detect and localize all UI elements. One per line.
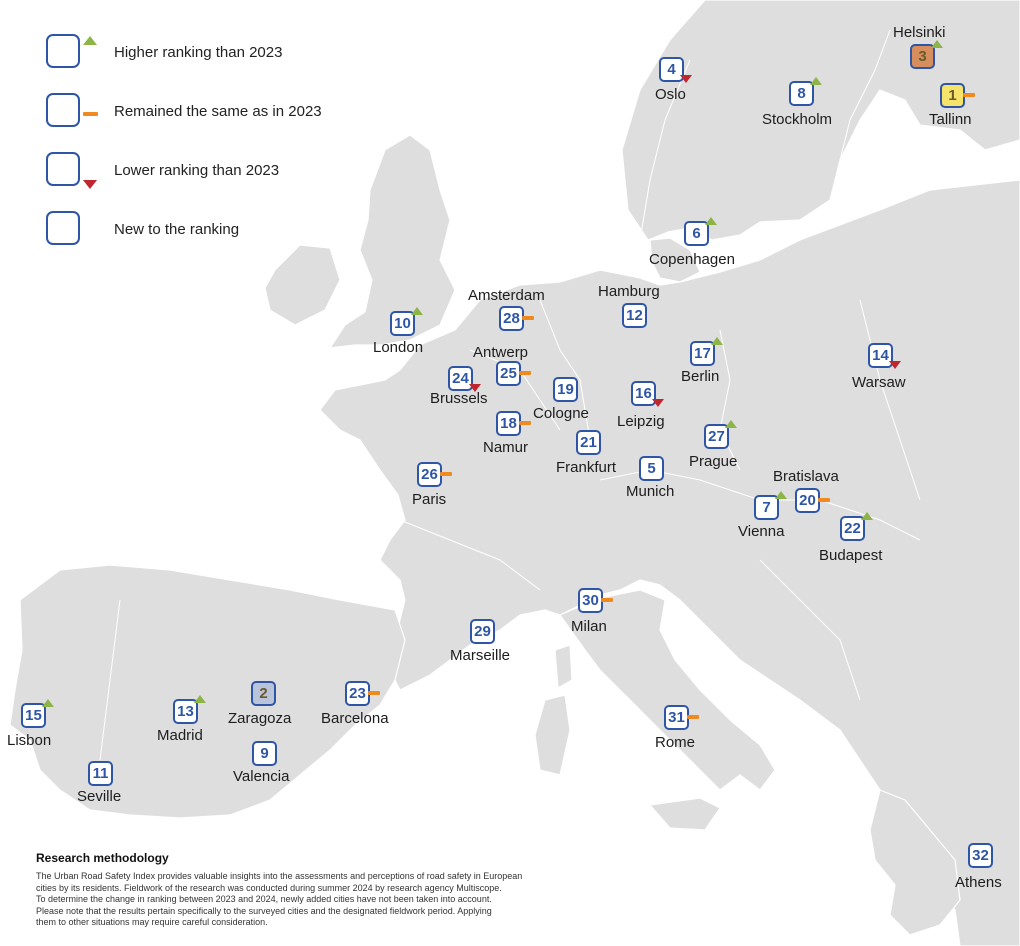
city-label-marseille: Marseille xyxy=(450,647,511,664)
city-label-lisbon: Lisbon xyxy=(7,732,52,749)
land-ireland xyxy=(265,245,340,325)
land-layer xyxy=(10,0,1020,946)
rank-badge-paris: 26 xyxy=(417,462,442,487)
city-label-berlin: Berlin xyxy=(681,368,720,385)
rank-badge-amsterdam: 28 xyxy=(499,306,524,331)
rank-badge-prague: 27 xyxy=(704,424,729,449)
city-label-warsaw: Warsaw xyxy=(852,374,906,391)
city-label-madrid: Madrid xyxy=(157,727,203,744)
methodology-title: Research methodology xyxy=(36,851,169,865)
same-ranking-icon xyxy=(687,715,699,719)
city-label-vienna: Vienna xyxy=(738,523,785,540)
lower-ranking-icon xyxy=(83,180,97,189)
same-ranking-icon xyxy=(522,316,534,320)
rank-badge-stockholm: 8 xyxy=(789,81,814,106)
higher-ranking-icon xyxy=(775,491,787,499)
rank-badge-leipzig: 16 xyxy=(631,381,656,406)
rank-badge-bratislava: 20 xyxy=(795,488,820,513)
same-ranking-icon xyxy=(519,421,531,425)
higher-ranking-icon xyxy=(411,307,423,315)
city-label-athens: Athens xyxy=(955,874,1002,891)
city-label-antwerp: Antwerp xyxy=(473,344,529,361)
lower-ranking-icon xyxy=(652,399,664,407)
rank-badge-oslo: 4 xyxy=(659,57,684,82)
city-label-stockholm: Stockholm xyxy=(762,111,833,128)
legend-item-same xyxy=(40,89,360,129)
city-label-tallinn: Tallinn xyxy=(929,111,972,128)
city-label-paris: Paris xyxy=(412,491,447,508)
city-label-rome: Rome xyxy=(655,734,696,751)
rank-badge-copenhagen: 6 xyxy=(684,221,709,246)
rank-badge-zaragoza: 2 xyxy=(251,681,276,706)
rank-badge-brussels: 24 xyxy=(448,366,473,391)
city-label-amsterdam: Amsterdam xyxy=(468,287,545,304)
legend-box-icon xyxy=(46,34,80,68)
rank-badge-frankfurt: 21 xyxy=(576,430,601,455)
city-label-frankfurt: Frankfurt xyxy=(556,459,617,476)
methodology xyxy=(36,851,596,929)
lower-ranking-icon xyxy=(889,361,901,369)
methodology-line: cities by its residents. Fieldwork of the research was conducted during summer 2024 by research agency Multiscope. xyxy=(36,882,502,893)
rank-badge-cologne: 19 xyxy=(553,377,578,402)
city-label-milan: Milan xyxy=(571,618,607,635)
higher-ranking-icon xyxy=(725,420,737,428)
rank-badge-tallinn: 1 xyxy=(940,83,965,108)
same-ranking-icon xyxy=(519,371,531,375)
rank-badge-berlin: 17 xyxy=(690,341,715,366)
higher-ranking-icon xyxy=(861,512,873,520)
rank-badge-madrid: 13 xyxy=(173,699,198,724)
city-label-oslo: Oslo xyxy=(655,86,686,103)
legend-item-lower xyxy=(40,148,360,188)
same-ranking-icon xyxy=(368,691,380,695)
methodology-line: Please note that the results pertain specifically to the surveyed cities and the designated fieldwork period. Applying xyxy=(36,905,492,916)
legend-box-icon xyxy=(46,93,80,127)
rank-badge-valencia: 9 xyxy=(252,741,277,766)
lower-ranking-icon xyxy=(680,75,692,83)
legend-label: Higher ranking than 2023 xyxy=(114,44,283,61)
land-corsica xyxy=(555,645,572,688)
methodology-line: To determine the change in ranking between 2023 and 2024, newly added cities have not been taken into account. xyxy=(36,894,492,905)
city-label-budapest: Budapest xyxy=(819,547,883,564)
rank-badge-namur: 18 xyxy=(496,411,521,436)
higher-ranking-icon xyxy=(931,40,943,48)
rank-badge-marseille: 29 xyxy=(470,619,495,644)
city-label-cologne: Cologne xyxy=(533,405,589,422)
rank-badge-athens: 32 xyxy=(968,843,993,868)
city-label-zaragoza: Zaragoza xyxy=(228,710,292,727)
methodology-line: them to other situations may require careful consideration. xyxy=(36,917,268,928)
rank-badge-helsinki: 3 xyxy=(910,44,935,69)
city-label-bratislava: Bratislava xyxy=(773,468,839,485)
rank-badge-lisbon: 15 xyxy=(21,703,46,728)
legend-item-new xyxy=(40,207,360,247)
land-sicily xyxy=(650,798,720,830)
city-label-leipzig: Leipzig xyxy=(617,413,665,430)
same-ranking-icon xyxy=(818,498,830,502)
rank-badge-rome: 31 xyxy=(664,705,689,730)
city-label-seville: Seville xyxy=(77,788,122,805)
city-label-helsinki: Helsinki xyxy=(893,24,946,41)
city-label-barcelona: Barcelona xyxy=(321,710,389,727)
rank-badge-warsaw: 14 xyxy=(868,343,893,368)
higher-ranking-icon xyxy=(83,36,97,45)
city-label-munich: Munich xyxy=(626,483,675,500)
city-label-brussels: Brussels xyxy=(430,390,488,407)
methodology-line: The Urban Road Safety Index provides valuable insights into the assessments and perceptions of road safety in European xyxy=(36,871,523,881)
rank-badge-milan: 30 xyxy=(578,588,603,613)
higher-ranking-icon xyxy=(810,77,822,85)
higher-ranking-icon xyxy=(711,337,723,345)
rank-badge-barcelona: 23 xyxy=(345,681,370,706)
legend-label: Lower ranking than 2023 xyxy=(114,162,280,179)
rank-badge-vienna: 7 xyxy=(754,495,779,520)
legend-box-icon xyxy=(46,211,80,245)
city-label-hamburg: Hamburg xyxy=(598,283,660,300)
city-label-namur: Namur xyxy=(483,439,529,456)
legend-label: Remained the same as in 2023 xyxy=(114,103,322,120)
higher-ranking-icon xyxy=(705,217,717,225)
higher-ranking-icon xyxy=(194,695,206,703)
legend-item-higher xyxy=(40,30,360,70)
land-sardinia xyxy=(535,695,570,775)
methodology-text xyxy=(36,871,596,929)
rank-badge-budapest: 22 xyxy=(840,516,865,541)
rank-badge-london: 10 xyxy=(390,311,415,336)
rank-badge-seville: 11 xyxy=(88,761,113,786)
same-ranking-icon xyxy=(440,472,452,476)
same-ranking-icon xyxy=(601,598,613,602)
higher-ranking-icon xyxy=(42,699,54,707)
city-label-london: London xyxy=(373,339,424,356)
rank-badge-hamburg: 12 xyxy=(622,303,647,328)
legend-box-icon xyxy=(46,152,80,186)
rank-badge-antwerp: 25 xyxy=(496,361,521,386)
city-label-prague: Prague xyxy=(689,453,738,470)
city-label-copenhagen: Copenhagen xyxy=(649,251,735,268)
same-ranking-icon xyxy=(83,112,98,116)
rank-badge-munich: 5 xyxy=(639,456,664,481)
legend-label: New to the ranking xyxy=(114,221,240,238)
city-label-valencia: Valencia xyxy=(233,768,290,785)
same-ranking-icon xyxy=(963,93,975,97)
